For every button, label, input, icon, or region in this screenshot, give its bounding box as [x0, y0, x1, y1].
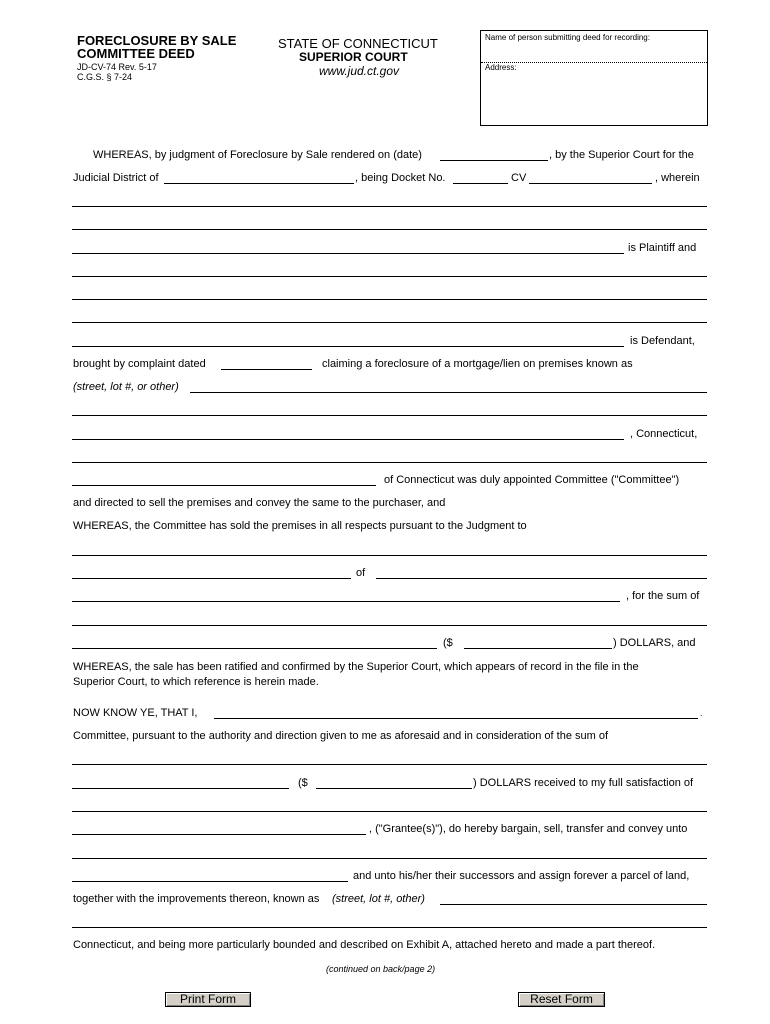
defendant-line-3[interactable]: [72, 322, 707, 323]
print-form-button[interactable]: Print Form: [165, 992, 251, 1007]
consideration-words-field[interactable]: [72, 788, 289, 789]
defendant-line-1[interactable]: [72, 276, 707, 277]
statute-reference: C.G.S. § 7-24: [77, 72, 133, 82]
judicial-district-label: Judicial District of: [73, 172, 159, 184]
grantee-line-1[interactable]: [72, 811, 707, 812]
superior-court-text: , by the Superior Court for the: [549, 149, 694, 161]
court-name: SUPERIOR COURT: [299, 50, 408, 64]
plaintiff-line-1[interactable]: [72, 206, 707, 207]
form-title-line2: COMMITTEE DEED: [77, 46, 195, 61]
know-ye-label: NOW KNOW YE, THAT I,: [73, 707, 198, 719]
dollars-and-label: ) DOLLARS, and: [613, 637, 696, 649]
ratified-text-line1: WHEREAS, the sale has been ratified and confirmed by the Superior Court, which appears of record in the file in the: [73, 661, 639, 673]
of-label: of: [356, 567, 366, 579]
committee-self-name-field[interactable]: [214, 718, 698, 719]
committee-name-field[interactable]: [72, 485, 376, 486]
form-number: JD-CV-74 Rev. 5-17: [77, 62, 157, 72]
for-sum-label: , for the sum of: [626, 590, 700, 602]
committee-line-1[interactable]: [72, 462, 707, 463]
purchaser-address-field[interactable]: [376, 578, 707, 579]
land-location-field-1[interactable]: [440, 904, 707, 905]
cv-label: CV: [511, 172, 527, 184]
plaintiff-line-3[interactable]: [72, 253, 624, 254]
grantees-convey-text: , ("Grantee(s)"), do hereby bargain, sell, transfer and convey unto: [369, 823, 688, 835]
submitter-address-label: Address:: [485, 63, 517, 72]
period-mark: .: [700, 708, 703, 718]
connecticut-label: , Connecticut,: [630, 428, 698, 440]
form-title-line1: FORECLOSURE BY SALE: [77, 33, 237, 48]
ratified-text-line2: Superior Court, to which reference is herein made.: [73, 676, 319, 688]
land-location-field-2[interactable]: [72, 927, 707, 928]
grantee-name-field[interactable]: [72, 834, 366, 835]
directed-text: and directed to sell the premises and convey the same to the purchaser, and: [73, 497, 446, 509]
consideration-amount-field[interactable]: [316, 788, 472, 789]
defendant-line-4[interactable]: [72, 346, 624, 347]
grantee-line-3[interactable]: [72, 858, 707, 859]
judicial-district-field[interactable]: [164, 183, 354, 184]
premises-line-1[interactable]: [190, 392, 707, 393]
dollar-sign-label-2: ($: [298, 777, 308, 789]
reset-form-button[interactable]: Reset Form: [518, 992, 605, 1007]
docket-label: , being Docket No.: [355, 172, 446, 184]
purchaser-line-1[interactable]: [72, 555, 707, 556]
defendant-line-2[interactable]: [72, 299, 707, 300]
purchaser-line-3[interactable]: [72, 601, 620, 602]
docket-prefix-field[interactable]: [453, 183, 508, 184]
street-hint-2: (street, lot #, other): [332, 893, 425, 905]
court-website: www.jud.ct.gov: [319, 64, 400, 78]
docket-number-field[interactable]: [529, 183, 652, 184]
premises-line-3[interactable]: [72, 439, 624, 440]
plaintiff-line-2[interactable]: [72, 229, 707, 230]
plaintiff-label: is Plaintiff and: [628, 242, 697, 254]
whereas-sold-text: WHEREAS, the Committee has sold the premises in all respects pursuant to the Judgment to: [73, 520, 527, 532]
whereas-judgment-text: WHEREAS, by judgment of Foreclosure by Sale rendered on (date): [93, 149, 422, 161]
purchaser-name-field[interactable]: [72, 578, 351, 579]
submitter-box[interactable]: [480, 30, 708, 126]
premises-line-2[interactable]: [72, 415, 707, 416]
successors-text: and unto his/her their successors and assign forever a parcel of land,: [353, 870, 690, 882]
complaint-date-field[interactable]: [221, 369, 312, 370]
sum-words-line-2[interactable]: [72, 648, 437, 649]
dollars-received-text: ) DOLLARS received to my full satisfaction of: [473, 777, 694, 789]
committee-appointed-text: of Connecticut was duly appointed Committee ("Committee"): [384, 474, 680, 486]
committee-pursuant-text: Committee, pursuant to the authority and direction given to me as aforesaid and in consideration of the sum of: [73, 730, 609, 742]
sum-words-line-1[interactable]: [72, 625, 707, 626]
complaint-dated-label: brought by complaint dated: [73, 358, 206, 370]
claiming-foreclosure-text: claiming a foreclosure of a mortgage/lien on premises known as: [322, 358, 633, 370]
state-name: STATE OF CONNECTICUT: [278, 36, 438, 51]
together-text: together with the improvements thereon, known as: [73, 893, 320, 905]
grantee-successors-field[interactable]: [72, 881, 348, 882]
defendant-label: is Defendant,: [630, 335, 695, 347]
dollar-sign-label: ($: [443, 637, 453, 649]
submitter-name-label: Name of person submitting deed for recording:: [485, 33, 650, 42]
wherein-text: , wherein: [655, 172, 700, 184]
continued-note: (continued on back/page 2): [326, 964, 436, 974]
judgment-date-field[interactable]: [440, 160, 548, 161]
sum-amount-field[interactable]: [464, 648, 612, 649]
exhibit-text: Connecticut, and being more particularly bounded and described on Exhibit A, attached hereto and made a part thereof.: [73, 939, 656, 951]
street-hint: (street, lot #, or other): [73, 381, 179, 393]
consideration-line-1[interactable]: [72, 764, 707, 765]
